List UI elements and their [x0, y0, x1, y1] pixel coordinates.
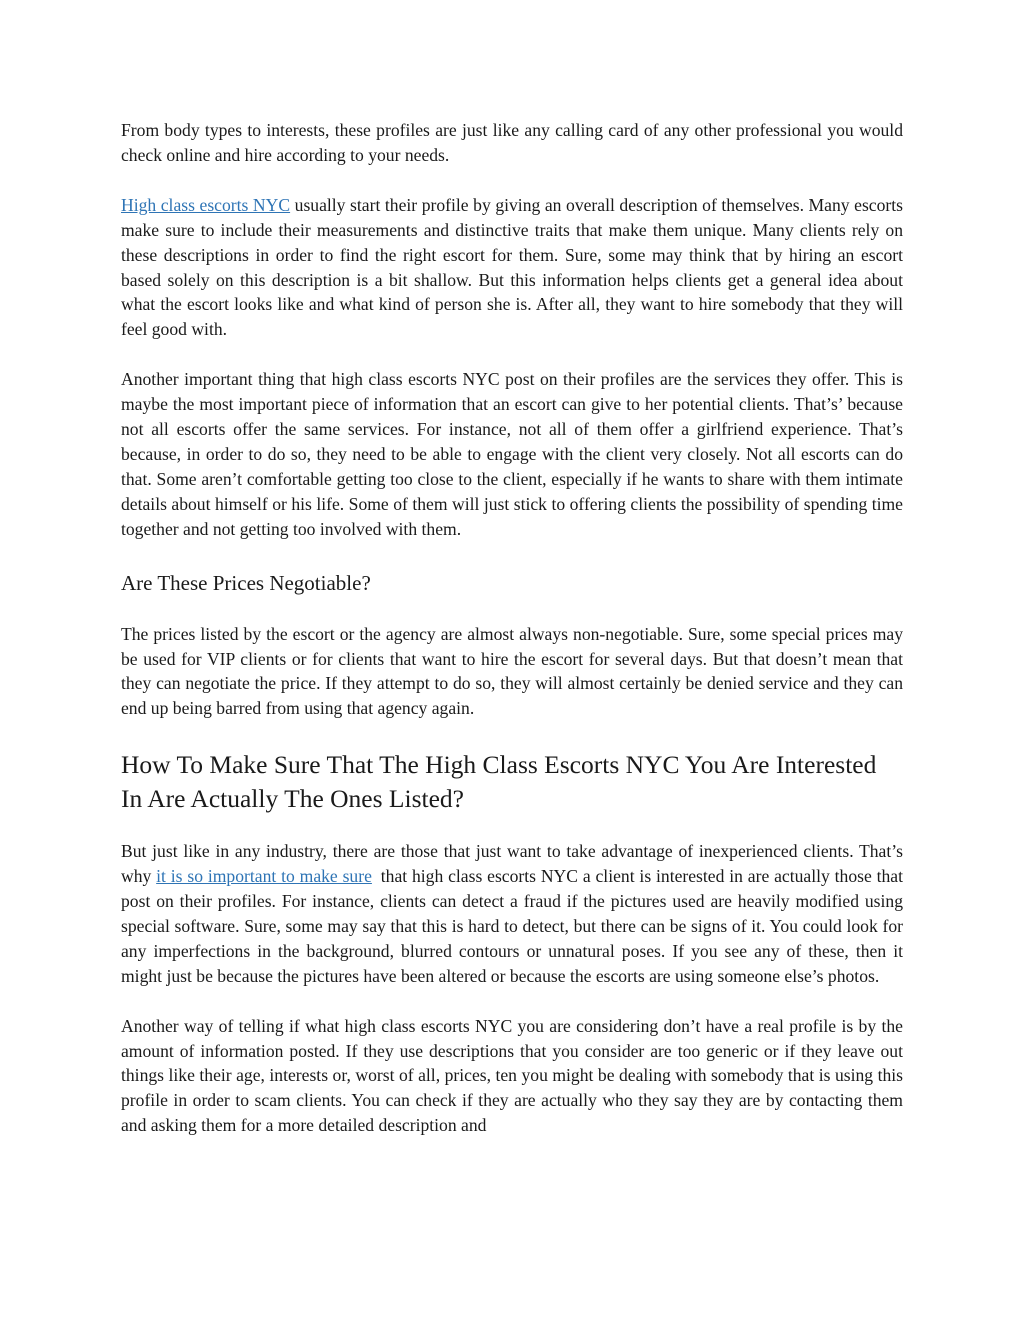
heading-make-sure: How To Make Sure That The High Class Escorts NYC You Are Interested In Are Actually The Ones Listed? — [121, 750, 877, 814]
paragraph-profile-description — [121, 193, 903, 342]
link-important-to-make-sure[interactable]: it is so important to make sure — [156, 866, 372, 887]
paragraph-information-posted: Another way of telling if what high class escorts NYC you are considering don’t have a real profile is by the amount of information posted. If they use descriptions that you consider are too generic or if they leave out things like their age, interests or, worst of all, prices, ten you might be dealing with somebody that is using this profile in order to scam clients. You can check if they are actually who they say they are by contacting them and asking them for a more detailed description and — [121, 1015, 903, 1136]
paragraph-profile-description-text: usually start their profile by giving an overall description of themselves. Many escorts make sure to include their measurements and distinctive traits that make them unique. Many clients rely on these descriptions in order to find the right escort for them. Sure, some may think that by hiring an escort based solely on this description is a bit shallow. But this information helps clients get a general idea about what the escort looks like and what kind of person she is. After all, they want to hire somebody that they will feel good with. — [121, 194, 903, 340]
link-high-class-escorts-nyc[interactable]: High class escorts NYC — [121, 194, 291, 215]
paragraph-prices: The prices listed by the escort or the agency are almost always non-negotiable. Sure, some special prices may be used for VIP clients or for clients that want to hire the escort for several days. But that doesn’t mean that they can negotiate the price. If they attempt to do so, they will almost certainly be denied service and they can end up being barred from using that agency again. — [121, 623, 903, 719]
paragraph-profiles-intro: From body types to interests, these profiles are just like any calling card of any other professional you would check online and hire according to your needs. — [121, 120, 903, 165]
paragraph-fraud-text-before: But just like in any industry, there are those that just want to take advantage of inexperienced clients. That’s why — [121, 841, 903, 887]
heading-prices-negotiable: Are These Prices Negotiable? — [121, 570, 371, 595]
paragraph-fraud-detection — [121, 839, 903, 988]
paragraph-fraud-text-after: that high class escorts NYC a client is interested in are actually those that post on their profiles. For instance, clients can detect a fraud if the pictures used are heavily modified using special software. Sure, some may say that this is hard to detect, but there can be signs of it. You could look for any imperfections in the background, blurred contours or unnatural poses. If you see any of these, then it might just be because the pictures have been altered or because the escorts are using someone else’s photos. — [121, 866, 903, 986]
paragraph-services: Another important thing that high class escorts NYC post on their profiles are the services they offer. This is maybe the most important piece of information that an escort can give to her potential clients. That’s’ because not all escorts offer the same services. For instance, not all of them offer a girlfriend experience. That’s because, in order to do so, they need to be able to engage with the client very closely. Not all escorts can do that. Some aren’t comfortable getting too close to the client, especially if he wants to share with them intimate details about himself or his life. Some of them will just stick to offering clients the possibility of spending time together and not getting too involved with them. — [121, 369, 903, 539]
document-page — [121, 118, 903, 1138]
